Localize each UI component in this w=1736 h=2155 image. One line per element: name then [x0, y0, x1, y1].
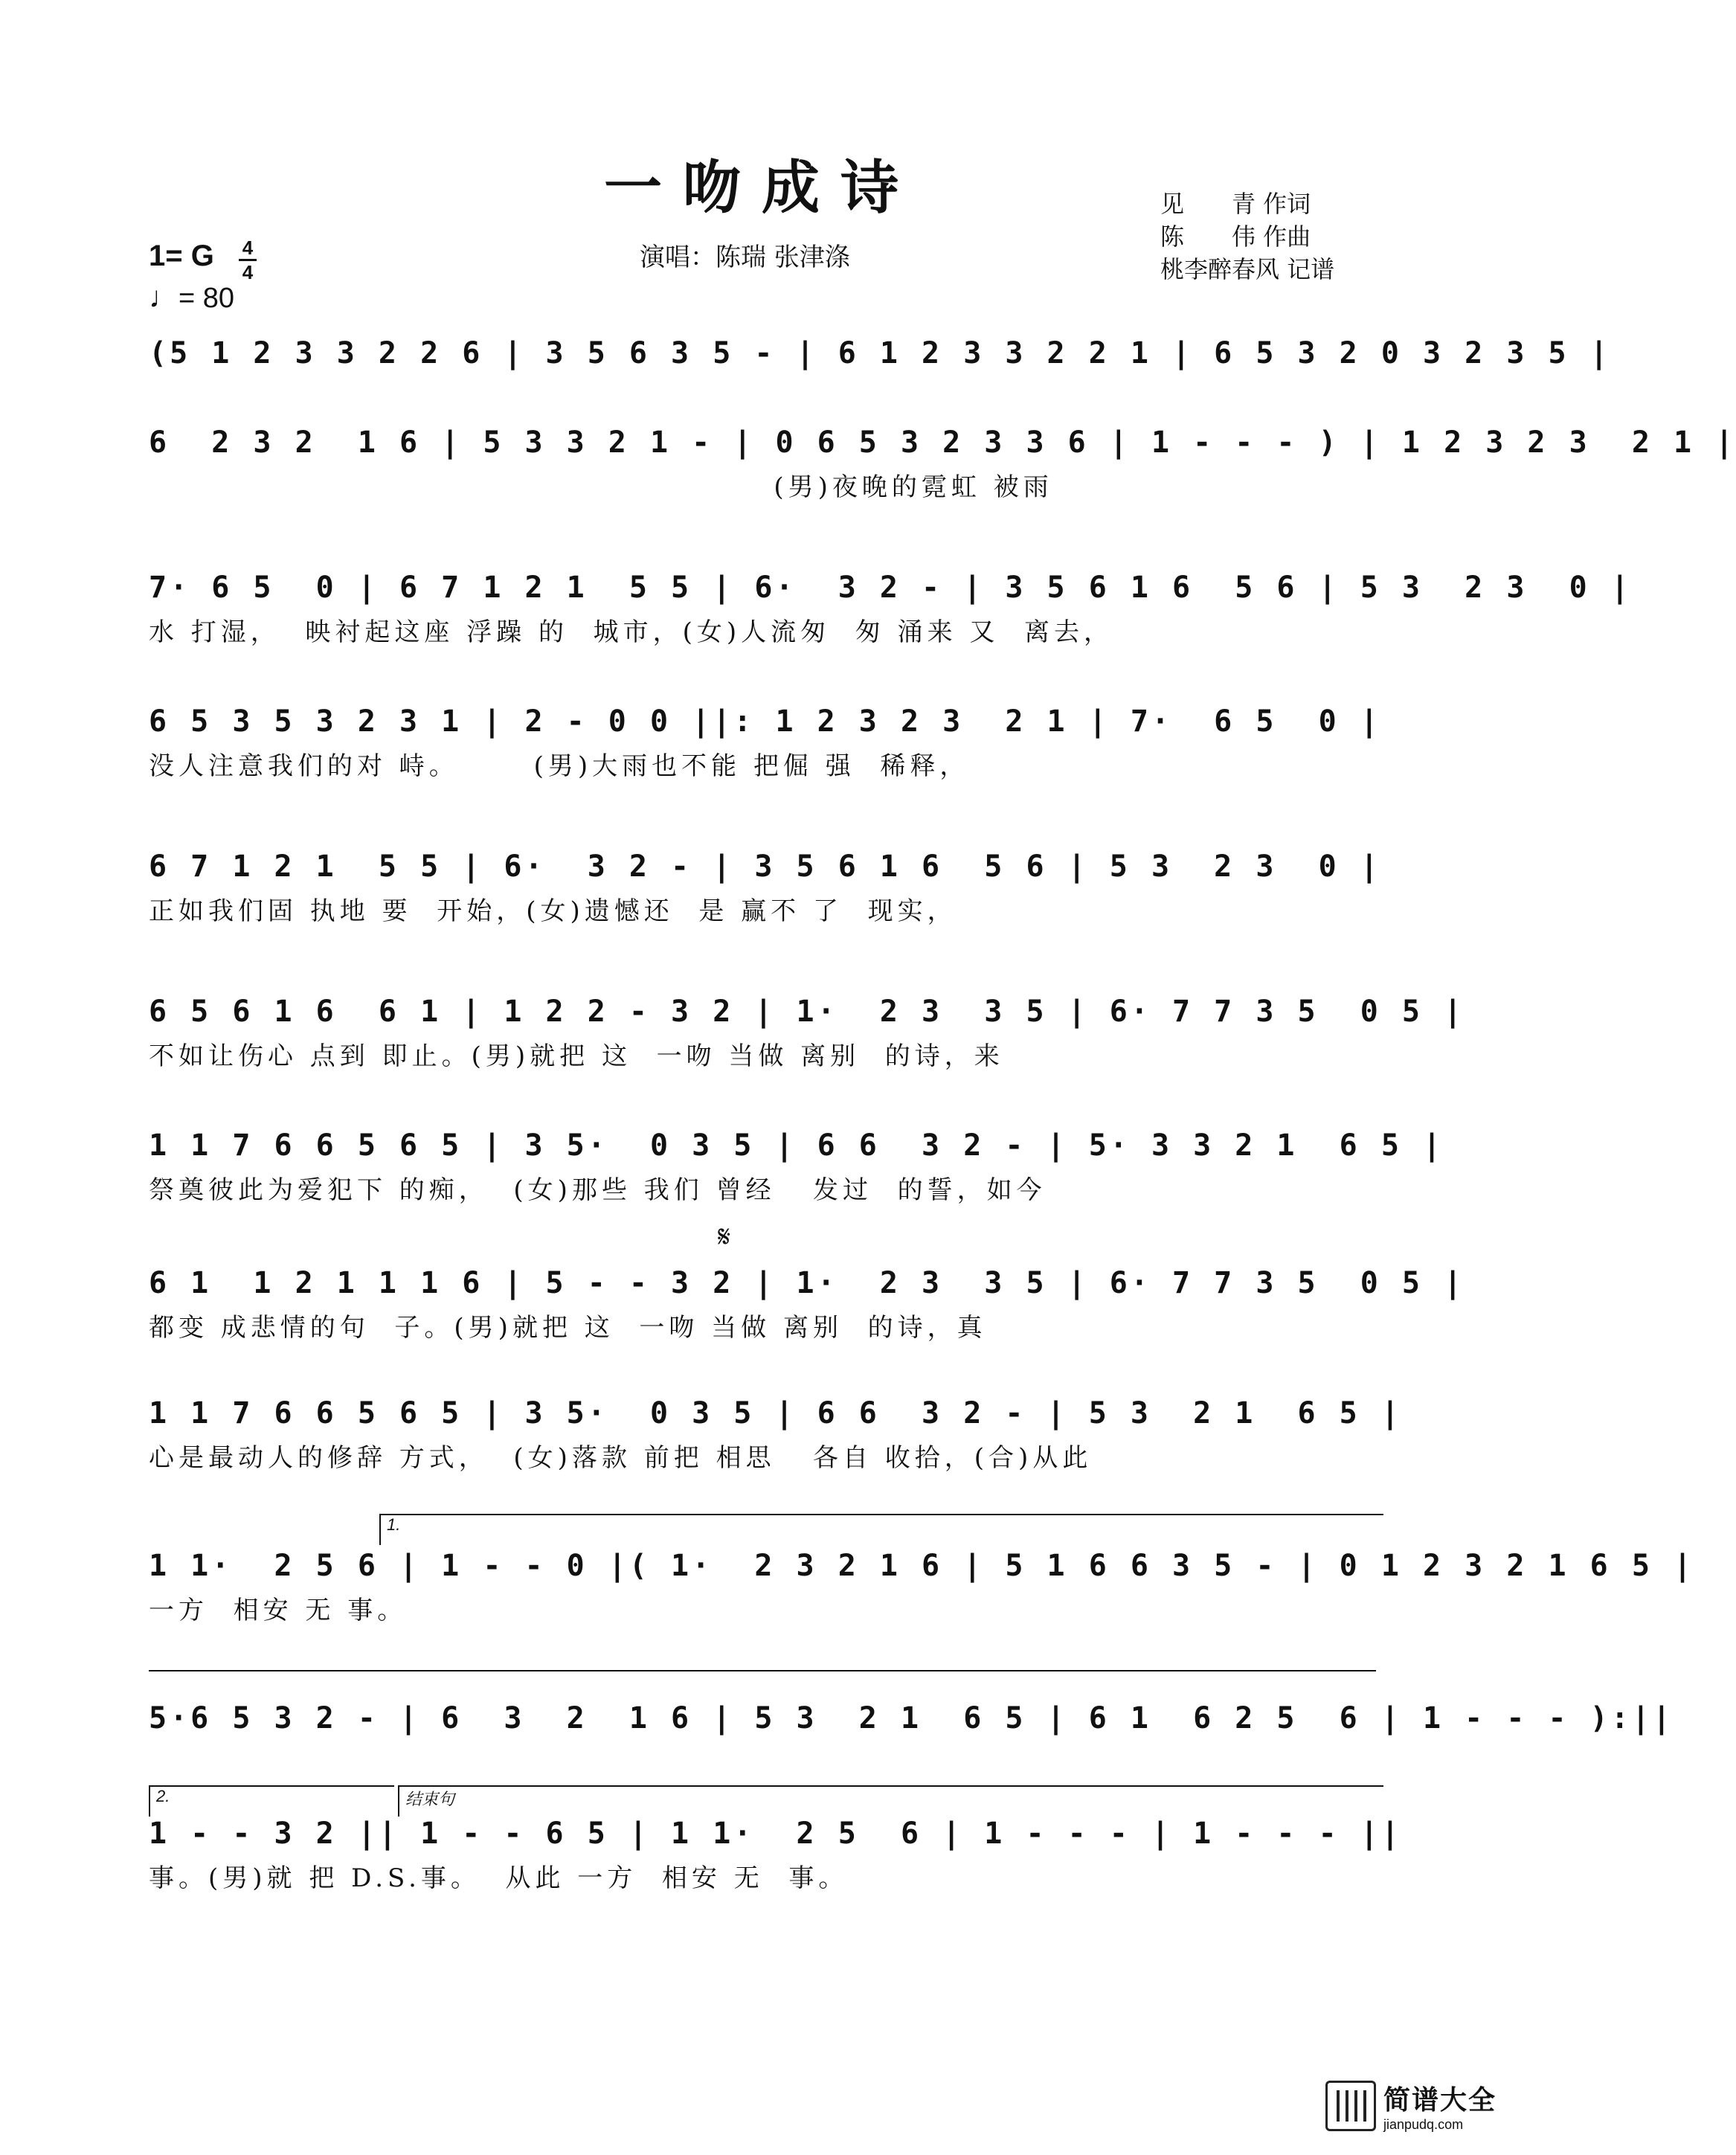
meter-top: 4: [242, 237, 254, 259]
lyrics-line: 事。(男)就 把 D.S.事。 从此 一方 相安 无 事。: [149, 1863, 849, 1893]
tempo-marking: [149, 281, 234, 315]
song-title: 一吻成诗: [603, 154, 919, 222]
meter-bottom: 4: [242, 261, 254, 283]
quarter-note-icon: ♩: [149, 281, 179, 314]
volta-2-bracket: 2.: [149, 1785, 394, 1817]
lyricist-credit: 见 青 作词: [1160, 190, 1311, 218]
singer-credit: 演唱：陈瑞 张津涤: [640, 243, 850, 272]
tempo-value: = 80: [179, 283, 235, 314]
notes-line: 6 7 1 2 1 5 5 | 6· 3 2 - | 3 5 6 1 6 5 6 | 5 3 2 3 0 |: [149, 850, 1381, 884]
volta-continuation-line: [149, 1670, 1376, 1671]
watermark-name: 简谱大全: [1383, 2085, 1497, 2116]
lyrics-line: 都变 成悲情的句 子。(男)就把 这 一吻 当做 离别 的诗，真: [149, 1313, 987, 1343]
notes-line: 6 5 3 5 3 2 3 1 | 2 - 0 0 ||: 1 2 3 2 3 2 1 | 7· 6 5 0 |: [149, 704, 1381, 739]
notes-line: 1 1 7 6 6 5 6 5 | 3 5· 0 3 5 | 6 6 3 2 - | 5· 3 3 2 1 6 5 |: [149, 1128, 1444, 1163]
notes-line: 5·6 5 3 2 - | 6 3 2 1 6 | 5 3 2 1 6 5 | 6 1 6 2 5 6 | 1 - - - ):||: [149, 1701, 1674, 1735]
lyrics-line: (男)夜晚的霓虹 被雨: [149, 472, 1053, 502]
composer-credit: 陈 伟 作曲: [1160, 222, 1311, 251]
time-signature: [237, 237, 259, 283]
notes-line: 1 - - 3 2 || 1 - - 6 5 | 1 1· 2 5 6 | 1 - - - | 1 - - - ||: [149, 1817, 1402, 1851]
lyrics-line: 一方 相安 无 事。: [149, 1596, 408, 1625]
watermark-url: jianpudq.com: [1383, 2117, 1464, 2132]
notes-line: 6 5 6 1 6 6 1 | 1 2 2 - 3 2 | 1· 2 3 3 5 | 6· 7 7 3 5 0 5 |: [149, 995, 1465, 1029]
key-signature: 1= G: [149, 240, 214, 272]
notes-line: 6 2 3 2 1 6 | 5 3 3 2 1 - | 0 6 5 3 2 3 3 6 | 1 - - - ) | 1 2 3 2 3 2 1 |: [149, 425, 1736, 460]
notes-line: 1 1· 2 5 6 | 1 - - 0 |( 1· 2 3 2 1 6 | 5 1 6 6 3 5 - | 0 1 2 3 2 1 6 5 |: [149, 1549, 1695, 1583]
site-watermark: [1325, 2075, 1497, 2137]
lyrics-line: 水 打湿， 映衬起这座 浮躁 的 城市，(女)人流匆 匆 涌来 又 离去，: [149, 617, 1114, 647]
lyrics-line: 心是最动人的修辞 方式， (女)落款 前把 相思 各自 收拾，(合)从此: [149, 1443, 1093, 1473]
lyrics-line: 正如我们固 执地 要 开始，(女)遗憾还 是 赢不 了 现实，: [149, 896, 957, 926]
transcriber-credit: 桃李醉春风 记谱: [1160, 255, 1335, 283]
ending-bracket: 结束句: [398, 1785, 1383, 1817]
notes-line: 1 1 7 6 6 5 6 5 | 3 5· 0 3 5 | 6 6 3 2 - | 5 3 2 1 6 5 |: [149, 1396, 1402, 1430]
segno-sign: 𝄋: [718, 1220, 731, 1254]
lyrics-line: 没人注意我们的对 峙。 (男)大雨也不能 把倔 强 稀释，: [149, 751, 970, 781]
notes-line: (5 1 2 3 3 2 2 6 | 3 5 6 3 5 - | 6 1 2 3 3 2 2 1 | 6 5 3 2 0 3 2 3 5 |: [149, 336, 1611, 370]
volta-1-bracket: 1.: [379, 1514, 1383, 1545]
lyrics-line: 祭奠彼此为爱犯下 的痴， (女)那些 我们 曾经 发过 的誓，如今: [149, 1175, 1047, 1205]
lyrics-line: 不如让伤心 点到 即止。(男)就把 这 一吻 当做 离别 的诗，来: [149, 1041, 1004, 1071]
notes-line: 7· 6 5 0 | 6 7 1 2 1 5 5 | 6· 3 2 - | 3 5 6 1 6 5 6 | 5 3 2 3 0 |: [149, 571, 1632, 605]
notes-line: 6 1 1 2 1 1 1 6 | 5 - - 3 2 | 1· 2 3 3 5 | 6· 7 7 3 5 0 5 |: [149, 1266, 1465, 1300]
piano-logo-icon: [1325, 2081, 1376, 2131]
